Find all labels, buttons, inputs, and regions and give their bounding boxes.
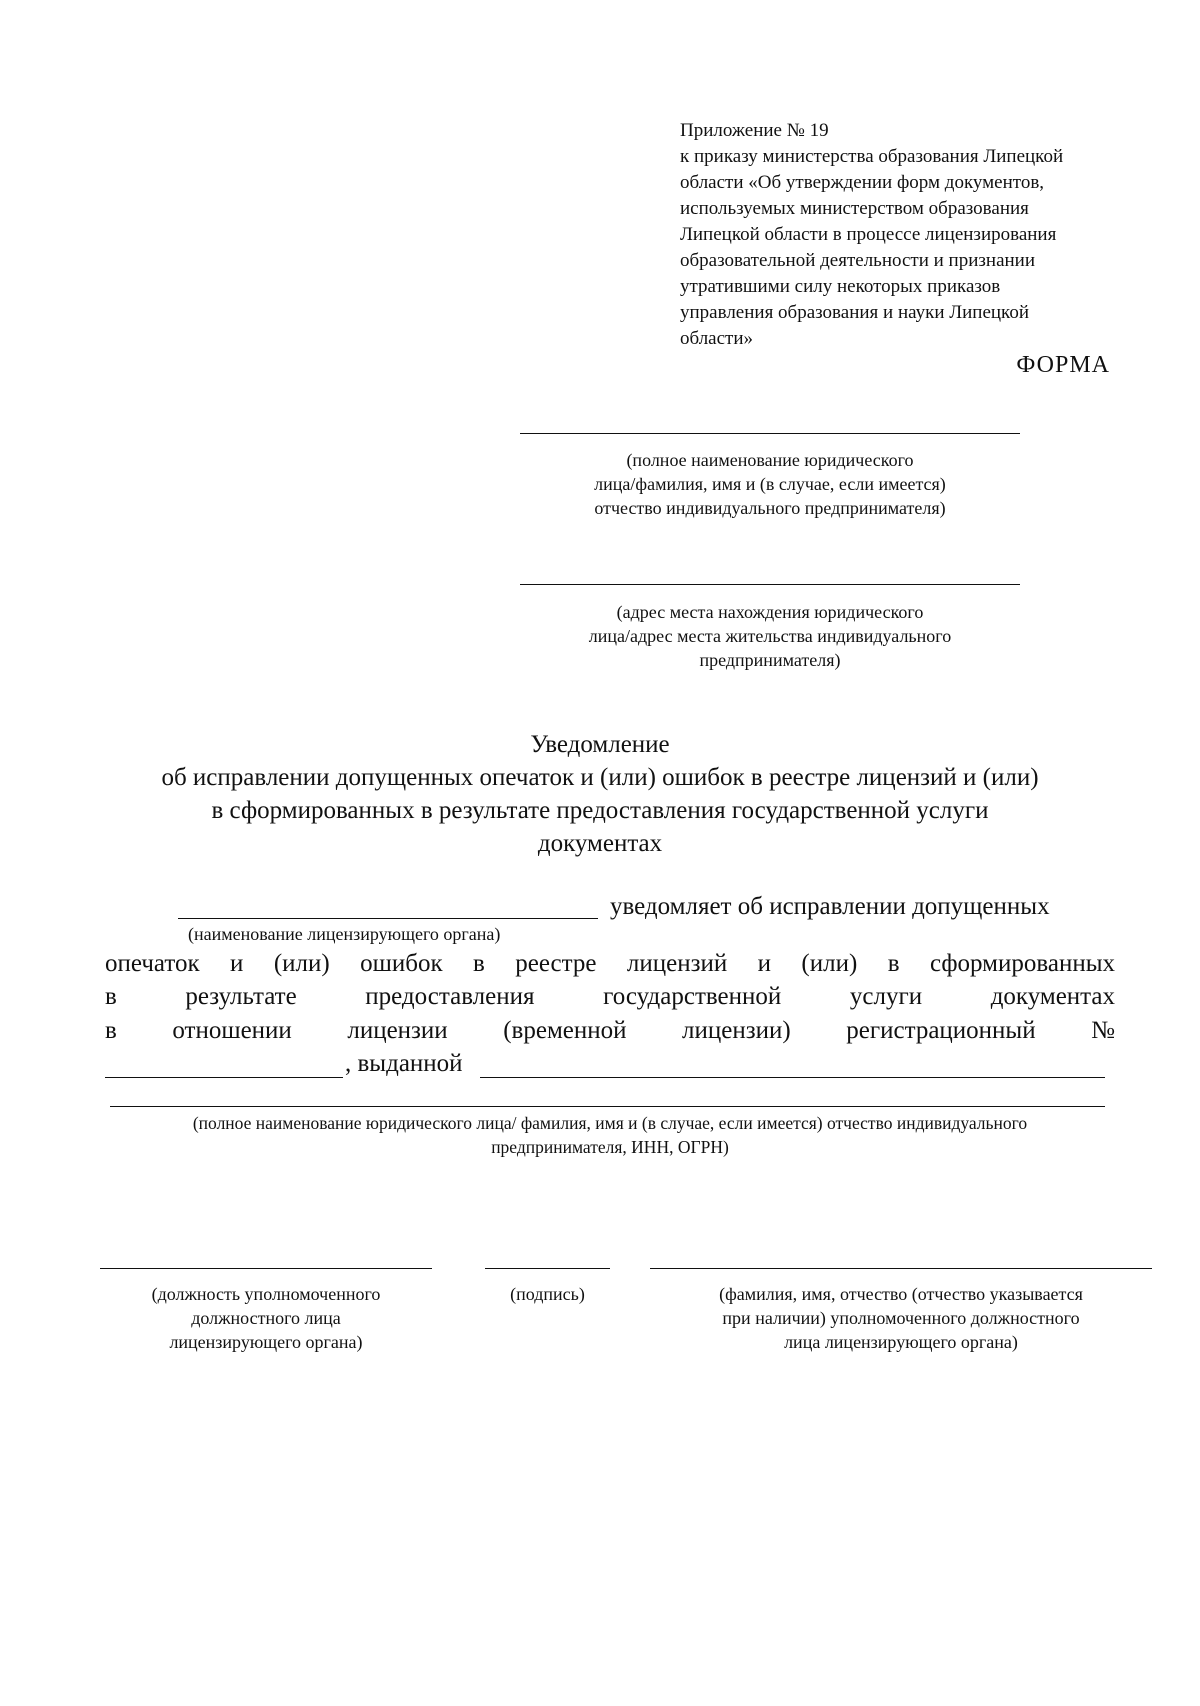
title-line: документах xyxy=(537,830,663,857)
appendix-line: используемых министерством образования xyxy=(680,198,1029,219)
appendix-line: области» xyxy=(680,328,754,349)
signature-caption: (подпись) xyxy=(510,1284,585,1304)
body-line: опечаток и (или) ошибок в реестре лицензий и (или) в сформированных xyxy=(105,950,1115,977)
appendix-line: к приказу министерства образования Липецкой xyxy=(680,146,1064,167)
appendix-line: Приложение № 19 xyxy=(680,120,829,141)
appendix-line: утратившими силу некоторых приказов xyxy=(680,276,1001,297)
caption-line: предпринимателя, ИНН, ОГРН) xyxy=(491,1137,729,1157)
document-title xyxy=(100,728,1100,860)
recipient-address-caption xyxy=(520,600,1020,672)
appendix-line: Липецкой области в процессе лицензирования xyxy=(680,224,1057,245)
registration-number-line xyxy=(105,1077,343,1078)
issued-text: , выданной xyxy=(345,1050,463,1077)
recipient-name-caption xyxy=(520,448,1020,520)
authority-caption: (наименование лицензирующего органа) xyxy=(188,924,501,944)
caption-line: лица/адрес места жительства индивидуального xyxy=(588,626,952,646)
authority-name-line xyxy=(178,918,598,919)
recipient-address-line xyxy=(520,584,1020,585)
licensee-line xyxy=(110,1106,1105,1107)
signature-line xyxy=(485,1268,610,1269)
caption-line: отчество индивидуального предпринимателя) xyxy=(594,498,946,518)
fullname-caption xyxy=(650,1282,1152,1354)
fullname-line xyxy=(650,1268,1152,1269)
caption-line: (фамилия, имя, отчество (отчество указывается xyxy=(719,1284,1083,1304)
caption-line: (полное наименование юридического лица/ фамилия, имя и (в случае, если имеется) отчество индивидуального xyxy=(192,1113,1028,1133)
title-line: Уведомление xyxy=(530,731,670,758)
recipient-name-line xyxy=(520,433,1020,434)
caption-line: лицензирующего органа) xyxy=(169,1332,363,1352)
caption-line: лица лицензирующего органа) xyxy=(784,1332,1018,1352)
notifies-text: уведомляет об исправлении допущенных xyxy=(610,893,1050,920)
appendix-line: образовательной деятельности и признании xyxy=(680,250,1036,271)
body-line: в отношении лицензии (временной лицензии) регистрационный № xyxy=(105,1017,1115,1044)
caption-line: (полное наименование юридического xyxy=(626,450,914,470)
caption-line: (должность уполномоченного xyxy=(151,1284,381,1304)
caption-line: (адрес места нахождения юридического xyxy=(616,602,924,622)
licensee-caption xyxy=(100,1111,1120,1159)
caption-line: лица/фамилия, имя и (в случае, если имеется) xyxy=(594,474,946,494)
appendix-block xyxy=(680,118,1140,352)
title-line: в сформированных в результате предоставления государственной услуги xyxy=(211,797,989,824)
title-line: об исправлении допущенных опечаток и (или) ошибок в реестре лицензий и (или) xyxy=(161,764,1039,791)
caption-line: при наличии) уполномоченного должностного xyxy=(722,1308,1080,1328)
position-line xyxy=(100,1268,432,1269)
form-label: ФОРМА xyxy=(1016,352,1110,378)
body-line: в результате предоставления государственной услуги документах xyxy=(105,983,1115,1010)
position-caption xyxy=(100,1282,432,1354)
appendix-line: управления образования и науки Липецкой xyxy=(680,302,1029,323)
appendix-line: области «Об утверждении форм документов, xyxy=(680,172,1045,193)
caption-line: должностного лица xyxy=(191,1308,341,1328)
caption-line: предпринимателя) xyxy=(699,650,841,670)
issued-to-line xyxy=(480,1077,1105,1078)
